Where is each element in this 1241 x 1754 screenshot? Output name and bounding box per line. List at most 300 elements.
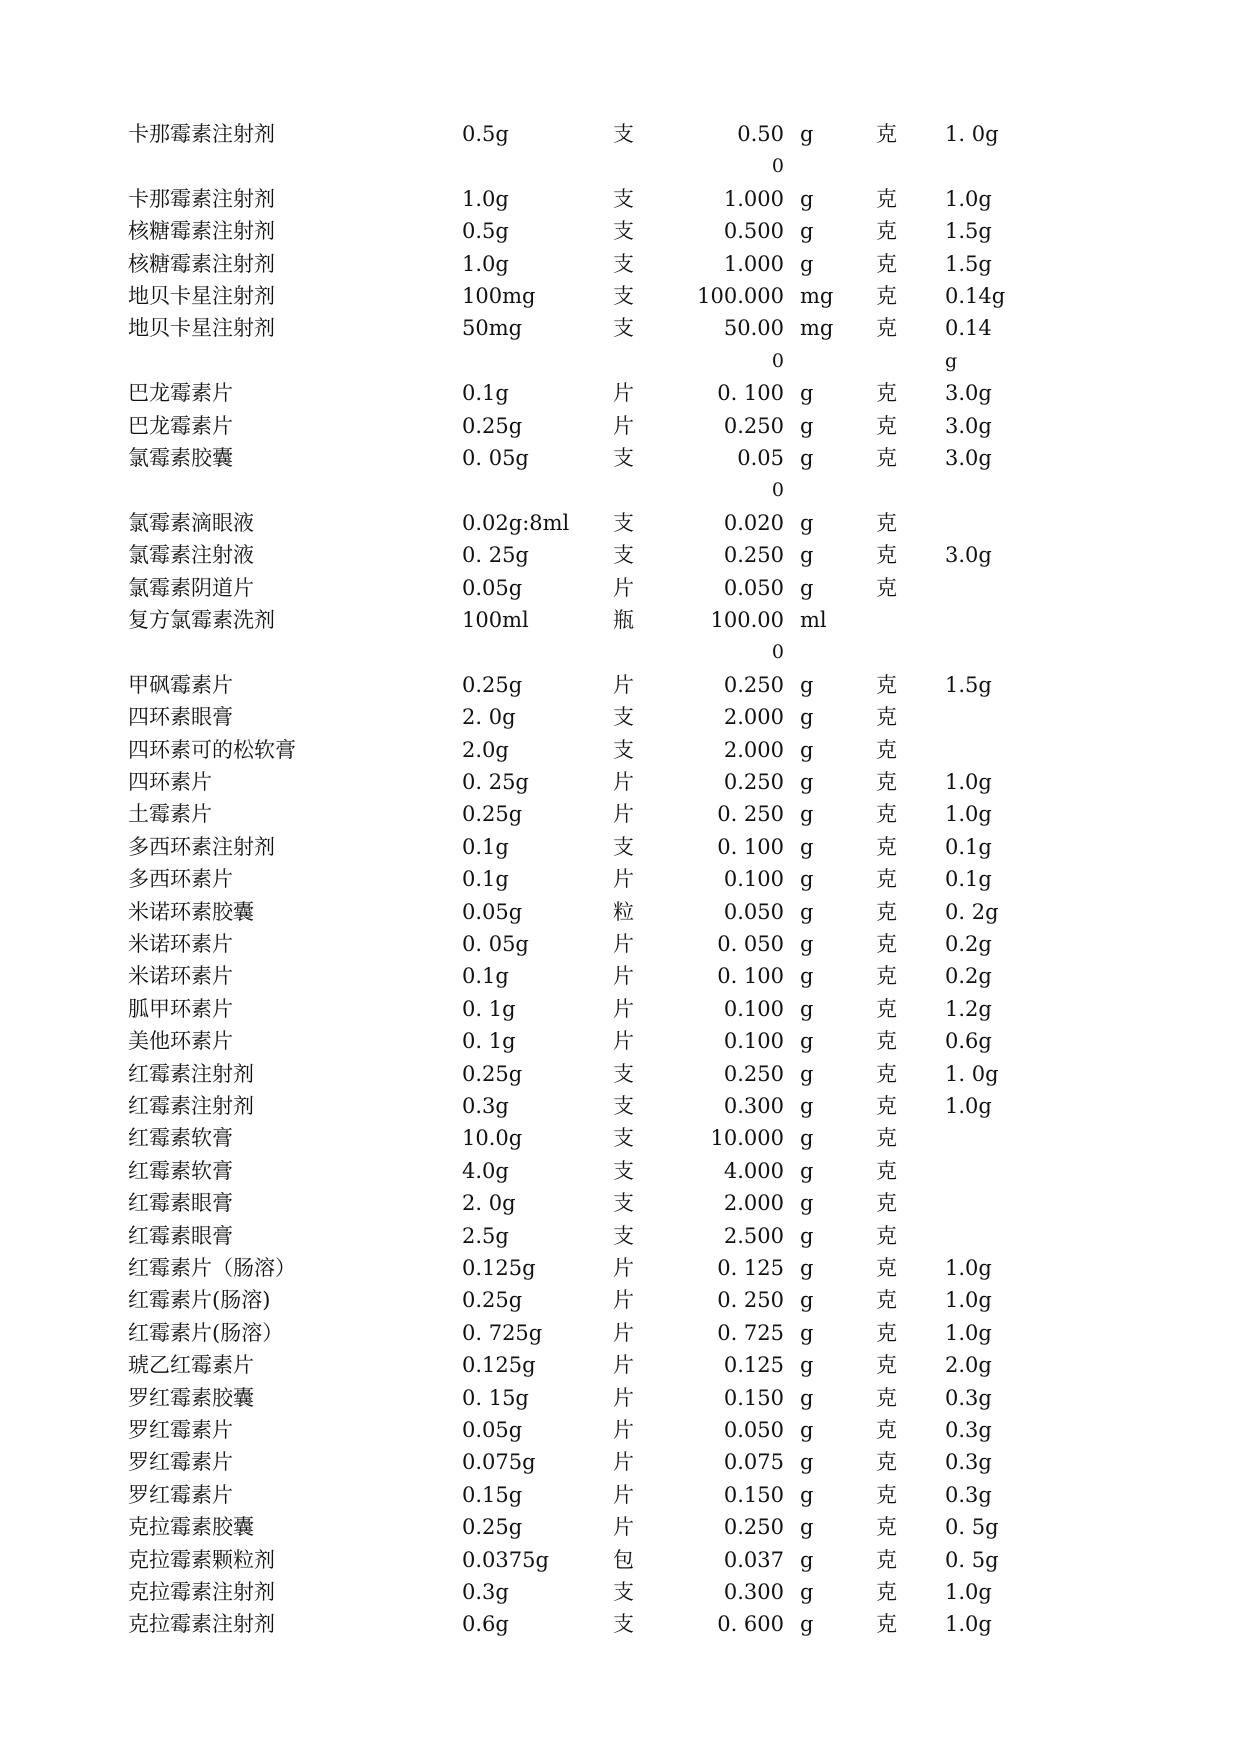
measure-unit: g: [800, 867, 814, 892]
measure-unit: g: [800, 1223, 814, 1248]
measure-unit: ml: [800, 608, 827, 632]
table-row: [0, 1544, 1241, 1576]
drug-spec: 2.5g: [462, 1223, 509, 1248]
drug-name: 克拉霉素颗粒剂: [128, 1547, 275, 1572]
table-row-continuation: [0, 150, 1241, 182]
measure-unit: g: [800, 964, 814, 989]
table-row: [0, 960, 1241, 992]
package-unit: 片: [613, 1029, 634, 1054]
dose-quantity: 1.000: [723, 251, 784, 276]
daily-dose: 1.5g: [945, 251, 992, 276]
drug-spec: 100ml: [462, 608, 529, 632]
drug-spec: 0.05g: [462, 899, 523, 924]
measure-unit: g: [800, 1547, 814, 1572]
table-row: [0, 1090, 1241, 1122]
drug-name: 复方氯霉素洗剂: [128, 608, 275, 632]
table-row: [0, 1576, 1241, 1608]
package-unit: 支: [613, 1612, 634, 1637]
drug-spec: 100mg: [462, 284, 536, 308]
measure-unit: g: [800, 1482, 814, 1507]
dose-quantity: 2.000: [723, 737, 784, 762]
package-unit: 支: [613, 1223, 634, 1248]
package-unit: 支: [613, 316, 634, 341]
dose-quantity: 0.50: [737, 122, 784, 146]
drug-name: 氯霉素阴道片: [128, 575, 254, 600]
table-row: [0, 312, 1241, 344]
dose-quantity: 0.100: [723, 996, 784, 1021]
measure-unit: g: [800, 510, 814, 535]
dose-quantity: 0. 050: [717, 932, 784, 956]
table-row: [0, 248, 1241, 280]
drug-spec: 0. 25g: [462, 543, 529, 568]
drug-spec: 0.25g: [462, 1061, 523, 1086]
table-row: [0, 377, 1241, 409]
daily-dose: 1. 0g: [945, 1061, 999, 1086]
table-row: [0, 1252, 1241, 1284]
drug-spec: 4.0g: [462, 1158, 509, 1183]
measure-unit: g: [800, 932, 814, 956]
drug-name: 卡那霉素注射剂: [128, 122, 275, 146]
unit-name: 克: [876, 1256, 897, 1280]
table-row: [0, 604, 1241, 636]
table-row-continuation: [0, 345, 1241, 377]
dose-quantity: 0.050: [723, 1418, 784, 1442]
dose-quantity: 0.050: [723, 899, 784, 924]
unit-name: 克: [876, 1191, 897, 1216]
table-row: [0, 280, 1241, 312]
drug-name: 红霉素片(肠溶）: [128, 1320, 284, 1345]
drug-name: 四环素可的松软膏: [128, 737, 296, 762]
drug-spec: 0. 725g: [462, 1320, 543, 1345]
drug-spec: 0. 05g: [462, 932, 529, 956]
drug-name: 氯霉素注射液: [128, 543, 254, 568]
table-row: [0, 766, 1241, 798]
drug-spec: 0.1g: [462, 867, 509, 892]
unit-name: 克: [876, 381, 897, 406]
unit-name: 克: [876, 996, 897, 1021]
drug-name: 四环素片: [128, 770, 212, 794]
dose-quantity: 100.000: [697, 284, 784, 308]
package-unit: 片: [613, 1320, 634, 1345]
package-unit: 支: [613, 186, 634, 211]
drug-name: 米诺环素胶囊: [128, 899, 254, 924]
unit-name: 克: [876, 1353, 897, 1378]
measure-unit: g: [800, 1353, 814, 1378]
drug-spec: 2.0g: [462, 737, 509, 762]
table-row: [0, 539, 1241, 571]
daily-dose: 1.0g: [945, 1094, 992, 1118]
table-row: [0, 442, 1241, 474]
unit-name: 克: [876, 867, 897, 892]
package-unit: 片: [613, 1450, 634, 1475]
daily-dose: 0.1g: [945, 834, 992, 859]
unit-name: 克: [876, 510, 897, 535]
drug-name: 巴龙霉素片: [128, 381, 233, 406]
daily-dose: 1.0g: [945, 1612, 992, 1637]
daily-dose: 0.6g: [945, 1029, 992, 1054]
drug-name: 克拉霉素注射剂: [128, 1580, 275, 1604]
package-unit: 支: [613, 122, 634, 146]
measure-unit: g: [800, 1515, 814, 1540]
unit-name: 克: [876, 1418, 897, 1442]
drug-name: 地贝卡星注射剂: [128, 316, 275, 341]
daily-dose: 1.2g: [945, 996, 992, 1021]
measure-unit: g: [800, 381, 814, 406]
daily-dose: 1.0g: [945, 1288, 992, 1313]
dose-quantity: 0.075: [723, 1450, 784, 1475]
package-unit: 片: [613, 1256, 634, 1280]
table-row: [0, 669, 1241, 701]
drug-name: 氯霉素胶囊: [128, 446, 233, 470]
measure-unit: g: [800, 575, 814, 600]
drug-spec: 0.05g: [462, 575, 523, 600]
unit-name: 克: [876, 1515, 897, 1540]
measure-unit: g: [800, 802, 814, 827]
unit-name: 克: [876, 413, 897, 438]
unit-name: 克: [876, 122, 897, 146]
dose-quantity: 0.250: [723, 1515, 784, 1540]
package-unit: 片: [613, 575, 634, 600]
drug-name: 核糖霉素注射剂: [128, 219, 275, 244]
unit-name: 克: [876, 672, 897, 697]
package-unit: 片: [613, 1515, 634, 1540]
measure-unit: g: [800, 1450, 814, 1475]
unit-name: 克: [876, 964, 897, 989]
package-unit: 片: [613, 672, 634, 697]
drug-name: 四环素眼膏: [128, 705, 233, 730]
unit-name: 克: [876, 802, 897, 827]
package-unit: 片: [613, 1482, 634, 1507]
daily-dose: 0. 5g: [945, 1515, 999, 1540]
measure-unit: g: [800, 1126, 814, 1151]
daily-dose: 3.0g: [945, 543, 992, 568]
drug-name: 多西环素注射剂: [128, 834, 275, 859]
package-unit: 片: [613, 1385, 634, 1410]
dose-quantity: 0: [771, 155, 784, 178]
daily-dose: 0.14: [945, 316, 992, 341]
table-row: [0, 1187, 1241, 1219]
dose-quantity: 0. 600: [717, 1612, 784, 1637]
drug-spec: 0.25g: [462, 413, 523, 438]
dose-quantity: 0. 100: [717, 381, 784, 406]
package-unit: 支: [613, 1094, 634, 1118]
dose-quantity: 0.020: [723, 510, 784, 535]
dose-quantity: 0.100: [723, 867, 784, 892]
drug-name: 罗红霉素片: [128, 1418, 233, 1442]
drug-name: 罗红霉素片: [128, 1482, 233, 1507]
unit-name: 克: [876, 1223, 897, 1248]
measure-unit: g: [800, 770, 814, 794]
drug-spec: 0.25g: [462, 1515, 523, 1540]
dose-quantity: 0.300: [723, 1094, 784, 1118]
drug-name: 红霉素软膏: [128, 1158, 233, 1183]
package-unit: 支: [613, 284, 634, 308]
package-unit: 支: [613, 1126, 634, 1151]
table-row: [0, 1058, 1241, 1090]
dose-quantity: 0.250: [723, 413, 784, 438]
measure-unit: g: [800, 219, 814, 244]
dose-quantity: 0. 250: [717, 802, 784, 827]
drug-spec: 1.0g: [462, 251, 509, 276]
drug-spec: 0.3g: [462, 1094, 509, 1118]
measure-unit: g: [800, 1029, 814, 1054]
dose-quantity: 0.250: [723, 543, 784, 568]
drug-name: 胍甲环素片: [128, 996, 233, 1021]
table-row-continuation: [0, 474, 1241, 506]
drug-spec: 0.5g: [462, 122, 509, 146]
unit-name: 克: [876, 1580, 897, 1604]
dose-quantity: 0. 250: [717, 1288, 784, 1313]
daily-dose: 2.0g: [945, 1353, 992, 1378]
package-unit: 支: [613, 1191, 634, 1216]
drug-spec: 0. 15g: [462, 1385, 529, 1410]
daily-dose: 1. 0g: [945, 122, 999, 146]
dose-quantity: 0. 100: [717, 964, 784, 989]
package-unit: 片: [613, 1353, 634, 1378]
unit-name: 克: [876, 899, 897, 924]
package-unit: 包: [613, 1547, 634, 1572]
drug-spec: 0.02g:8ml: [462, 510, 570, 535]
dose-quantity: 2.500: [723, 1223, 784, 1248]
measure-unit: g: [800, 1418, 814, 1442]
table-row: [0, 1382, 1241, 1414]
unit-name: 克: [876, 251, 897, 276]
measure-unit: g: [800, 1094, 814, 1118]
drug-name: 红霉素眼膏: [128, 1223, 233, 1248]
unit-name: 克: [876, 284, 897, 308]
drug-name: 氯霉素滴眼液: [128, 510, 254, 535]
package-unit: 片: [613, 1418, 634, 1442]
dose-quantity: 1.000: [723, 186, 784, 211]
drug-name: 土霉素片: [128, 802, 212, 827]
measure-unit: g: [800, 1612, 814, 1637]
table-row: [0, 993, 1241, 1025]
package-unit: 片: [613, 996, 634, 1021]
package-unit: 支: [613, 1158, 634, 1183]
daily-dose: 1.0g: [945, 186, 992, 211]
dose-quantity: 50.00: [723, 316, 784, 341]
drug-name: 克拉霉素注射剂: [128, 1612, 275, 1637]
drug-name: 红霉素眼膏: [128, 1191, 233, 1216]
dose-quantity: 0.250: [723, 672, 784, 697]
unit-name: 克: [876, 186, 897, 211]
drug-name: 罗红霉素片: [128, 1450, 233, 1475]
measure-unit: g: [800, 672, 814, 697]
unit-name: 克: [876, 1612, 897, 1637]
drug-spec: 0.125g: [462, 1256, 536, 1280]
package-unit: 片: [613, 770, 634, 794]
table-row: [0, 831, 1241, 863]
dose-quantity: 0.500: [723, 219, 784, 244]
measure-unit: g: [800, 1288, 814, 1313]
package-unit: 片: [613, 867, 634, 892]
daily-dose: 0. 2g: [945, 899, 999, 924]
drug-name: 米诺环素片: [128, 964, 233, 989]
dose-quantity: 0.250: [723, 770, 784, 794]
daily-dose: 0.1g: [945, 867, 992, 892]
daily-dose: g: [945, 349, 958, 372]
measure-unit: g: [800, 446, 814, 470]
unit-name: 克: [876, 1482, 897, 1507]
unit-name: 克: [876, 834, 897, 859]
dose-quantity: 0.150: [723, 1482, 784, 1507]
package-unit: 支: [613, 1061, 634, 1086]
dose-quantity: 0. 125: [717, 1256, 784, 1280]
table-row: [0, 1511, 1241, 1543]
drug-name: 巴龙霉素片: [128, 413, 233, 438]
package-unit: 片: [613, 932, 634, 956]
measure-unit: g: [800, 834, 814, 859]
drug-name: 红霉素片（肠溶）: [128, 1256, 296, 1280]
package-unit: 支: [613, 446, 634, 470]
unit-name: 克: [876, 575, 897, 600]
package-unit: 片: [613, 381, 634, 406]
drug-spec: 0.5g: [462, 219, 509, 244]
package-unit: 片: [613, 802, 634, 827]
dose-quantity: 0.300: [723, 1580, 784, 1604]
dose-quantity: 2.000: [723, 1191, 784, 1216]
unit-name: 克: [876, 1450, 897, 1475]
measure-unit: g: [800, 1580, 814, 1604]
drug-name: 多西环素片: [128, 867, 233, 892]
unit-name: 克: [876, 1029, 897, 1054]
drug-name: 地贝卡星注射剂: [128, 284, 275, 308]
drug-spec: 0.125g: [462, 1353, 536, 1378]
daily-dose: 0.2g: [945, 932, 992, 956]
drug-name: 卡那霉素注射剂: [128, 186, 275, 211]
dose-quantity: 0. 725: [717, 1320, 784, 1345]
dose-quantity: 0.125: [723, 1353, 784, 1378]
package-unit: 支: [613, 834, 634, 859]
table-row: [0, 1446, 1241, 1478]
table-row: [0, 734, 1241, 766]
measure-unit: g: [800, 122, 814, 146]
table-row: [0, 863, 1241, 895]
package-unit: 支: [613, 1580, 634, 1604]
measure-unit: g: [800, 1320, 814, 1345]
unit-name: 克: [876, 446, 897, 470]
unit-name: 克: [876, 1385, 897, 1410]
dose-quantity: 0: [771, 349, 784, 372]
measure-unit: g: [800, 1191, 814, 1216]
drug-name: 美他环素片: [128, 1029, 233, 1054]
unit-name: 克: [876, 543, 897, 568]
daily-dose: 0.3g: [945, 1450, 992, 1475]
drug-spec: 10.0g: [462, 1126, 523, 1151]
unit-name: 克: [876, 1126, 897, 1151]
table-row: [0, 1349, 1241, 1381]
drug-spec: 0.05g: [462, 1418, 523, 1442]
package-unit: 片: [613, 964, 634, 989]
dose-quantity: 0.150: [723, 1385, 784, 1410]
table-row: [0, 183, 1241, 215]
table-row: [0, 1122, 1241, 1154]
dose-quantity: 0.250: [723, 1061, 784, 1086]
unit-name: 克: [876, 1288, 897, 1313]
package-unit: 支: [613, 251, 634, 276]
drug-name: 甲砜霉素片: [128, 672, 233, 697]
drug-spec: 0. 05g: [462, 446, 529, 470]
table-row: [0, 1155, 1241, 1187]
drug-name: 红霉素软膏: [128, 1126, 233, 1151]
measure-unit: g: [800, 1061, 814, 1086]
package-unit: 瓶: [613, 608, 634, 632]
table-row: [0, 1479, 1241, 1511]
dose-quantity: 0.037: [723, 1547, 784, 1572]
measure-unit: g: [800, 1256, 814, 1280]
measure-unit: g: [800, 737, 814, 762]
unit-name: 克: [876, 316, 897, 341]
package-unit: 片: [613, 413, 634, 438]
package-unit: 支: [613, 705, 634, 730]
drug-spec: 1.0g: [462, 186, 509, 211]
drug-name: 红霉素片(肠溶): [128, 1288, 271, 1313]
package-unit: 支: [613, 543, 634, 568]
table-row: [0, 1025, 1241, 1057]
package-unit: 支: [613, 737, 634, 762]
unit-name: 克: [876, 737, 897, 762]
drug-spec: 0.1g: [462, 381, 509, 406]
drug-name: 克拉霉素胶囊: [128, 1515, 254, 1540]
unit-name: 克: [876, 932, 897, 956]
daily-dose: 0.3g: [945, 1385, 992, 1410]
daily-dose: 0.14g: [945, 284, 1006, 308]
dose-quantity: 100.00: [710, 608, 784, 632]
measure-unit: mg: [800, 284, 834, 308]
daily-dose: 1.0g: [945, 1580, 992, 1604]
measure-unit: g: [800, 899, 814, 924]
measure-unit: g: [800, 413, 814, 438]
unit-name: 克: [876, 770, 897, 794]
drug-spec: 0.15g: [462, 1482, 523, 1507]
table-row: [0, 1284, 1241, 1316]
package-unit: 片: [613, 1288, 634, 1313]
measure-unit: g: [800, 543, 814, 568]
unit-name: 克: [876, 1094, 897, 1118]
daily-dose: 1.0g: [945, 1320, 992, 1345]
table-row: [0, 118, 1241, 150]
drug-spec: 0. 25g: [462, 770, 529, 794]
unit-name: 克: [876, 1158, 897, 1183]
measure-unit: g: [800, 186, 814, 211]
table-row: [0, 1220, 1241, 1252]
daily-dose: 0. 5g: [945, 1547, 999, 1572]
drug-spec: 0.0375g: [462, 1547, 549, 1572]
table-row: [0, 928, 1241, 960]
package-unit: 支: [613, 219, 634, 244]
table-row: [0, 507, 1241, 539]
daily-dose: 0.3g: [945, 1482, 992, 1507]
dose-quantity: 0.05: [737, 446, 784, 470]
daily-dose: 1.5g: [945, 219, 992, 244]
daily-dose: 1.0g: [945, 802, 992, 827]
drug-spec: 2. 0g: [462, 1191, 516, 1216]
dose-quantity: 2.000: [723, 705, 784, 730]
measure-unit: g: [800, 705, 814, 730]
drug-spec: 50mg: [462, 316, 523, 341]
dose-quantity: 0. 100: [717, 834, 784, 859]
daily-dose: 1.0g: [945, 770, 992, 794]
measure-unit: g: [800, 1385, 814, 1410]
table-row-continuation: [0, 636, 1241, 668]
table-row: [0, 1317, 1241, 1349]
daily-dose: 0.2g: [945, 964, 992, 989]
daily-dose: 0.3g: [945, 1418, 992, 1442]
drug-spec: 0. 1g: [462, 996, 516, 1021]
drug-spec: 0.1g: [462, 834, 509, 859]
dose-quantity: 0.100: [723, 1029, 784, 1054]
drug-spec: 2. 0g: [462, 705, 516, 730]
